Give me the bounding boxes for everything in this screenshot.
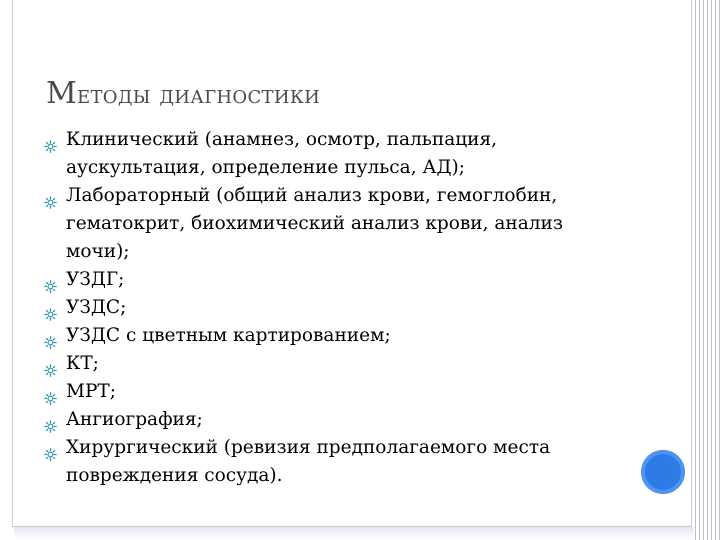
list-item (44, 322, 624, 350)
bullet-text: УЗДГ; (66, 269, 125, 290)
sun-flower-bullet-icon (44, 274, 57, 287)
sun-flower-bullet-icon (44, 414, 57, 427)
list-item (44, 350, 624, 378)
bullet-text: УЗДС с цветным картированием; (66, 325, 391, 346)
list-item (44, 406, 624, 434)
list-item (44, 294, 624, 322)
bullet-text: Клинический (анамнез, осмотр, пальпация, аускультация, определение пульса, АД); (66, 129, 498, 178)
list-item (44, 126, 624, 182)
list-item (44, 434, 624, 490)
slide-shadow (14, 527, 694, 540)
bullet-text: Хирургический (ревизия предполагаемого места повреждения сосуда). (66, 437, 551, 486)
sun-flower-bullet-icon (44, 358, 57, 371)
bullet-list (44, 126, 624, 490)
sun-flower-bullet-icon (44, 330, 57, 343)
sun-flower-bullet-icon (44, 134, 57, 147)
bullet-text: МРТ; (66, 381, 116, 402)
slide-title (46, 76, 646, 111)
bullet-text: УЗДС; (66, 297, 127, 318)
sun-flower-bullet-icon (44, 190, 57, 203)
sun-flower-bullet-icon (44, 386, 57, 399)
bullet-text: КТ; (66, 353, 99, 374)
sun-flower-bullet-icon (44, 442, 57, 455)
list-item (44, 182, 624, 266)
title-rest: етоды диагностики (77, 80, 321, 110)
list-item (44, 378, 624, 406)
sun-flower-bullet-icon (44, 302, 57, 315)
bullet-text: Ангиография; (66, 409, 203, 430)
decorative-stripes (692, 0, 720, 540)
title-first-letter: М (46, 76, 78, 111)
bullet-text: Лабораторный (общий анализ крови, гемоглобин, гематокрит, биохимический анализ крови, анализ мочи); (66, 185, 563, 262)
list-item (44, 266, 624, 294)
blue-circle-accent-icon (641, 450, 685, 494)
